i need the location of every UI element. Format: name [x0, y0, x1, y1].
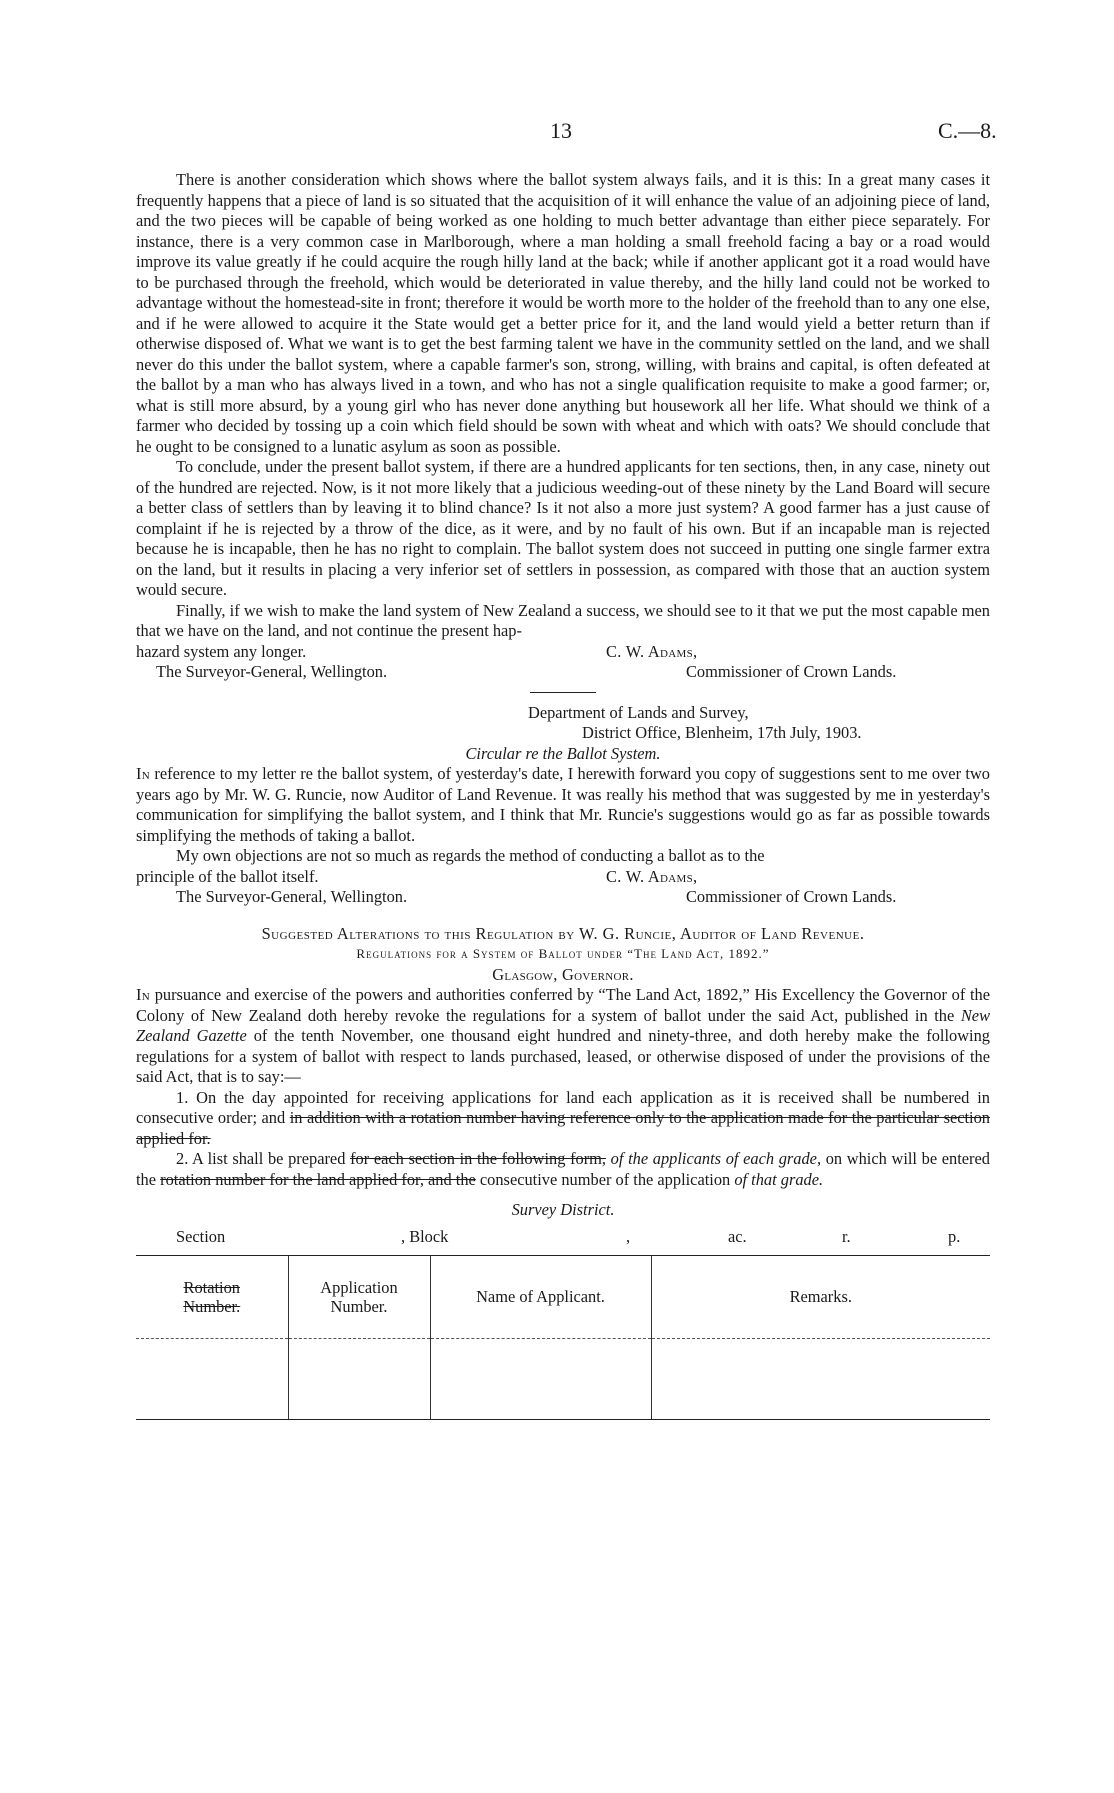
- preamble-opening-word: In: [136, 985, 151, 1004]
- letter2-addressee: The Surveyor-General, Wellington.: [176, 886, 408, 906]
- col-rotation-line-1: Rotation: [183, 1277, 240, 1297]
- table-header-row: [136, 1255, 990, 1338]
- form-section-label: Section: [176, 1226, 226, 1246]
- letter2-opening-word: In: [136, 764, 151, 783]
- table-row: [136, 1338, 990, 1419]
- col-rotation-line-2: Number.: [183, 1296, 241, 1316]
- letter2-closing-line: principle of the ballot itself.: [136, 866, 319, 886]
- preamble-text-a: pursuance and exercise of the powers and authorities conferred by “The Land Act, 1892,” His Excellency the Governor of the Colony of New Zealand doth hereby revoke the regulations for a system of ballot under the said Act, published in the: [136, 985, 990, 1025]
- col-rotation-number: [136, 1255, 288, 1338]
- clause-2-text-b: on which will be entered the: [136, 1149, 990, 1189]
- dept-line-1: Department of Lands and Survey,: [528, 702, 749, 722]
- page-number: 13: [550, 118, 572, 143]
- letter1-addressee: The Surveyor-General, Wellington.: [156, 661, 388, 681]
- clause-2-italic-1: of the applicants of each grade,: [606, 1149, 822, 1168]
- form-title-text: Survey District.: [511, 1200, 615, 1219]
- col-application-line-2: Number.: [330, 1296, 388, 1316]
- letter1-paragraph-1: There is another consideration which shows where the ballot system always fails, and it is this: In a great many cases it frequently happens that a piece of land is so situated that the acquisition of it will enhance the value of an adjoining piece of land, and the two pieces will be capable of being worked as one holding to much better advantage than either piece separately. For instance, there is a very common case in Marlborough, where a man holding a small freehold facing a bay or a road would improve its value greatly if he could acquire the rough hilly land at the back; while if another applicant got it a road would have to be purchased through the freehold, which would be deteriorated in value thereby, and the hilly land could not be worked to advantage without the homestead-site in front; therefore it would be worth more to the holder of the freehold than to any one else, and if he were allowed to acquire it the State would get a better price for it, and the land would yield a better return than if otherwise disposed of. What we want is to get the best farming talent we have in the community settled on the land, and we shall never do this under the ballot system, where a capable farmer's son, strong, willing, with brains and capital, is often defeated at the ballot by a man who has always lived in a town, and who has not a single qualification requisite to make a good farmer; or, what is still more absurd, by a young girl who has never done anything but housework all her life. What should we think of a farmer who decided by tossing up a coin which field should be sown with wheat and which with oats? We should conclude that he ought to be consigned to a lunatic asylum as soon as possible.: [136, 170, 990, 456]
- letter2-paragraph-2: My own objections are not so much as regards the method of conducting a ballot as to the: [176, 846, 765, 865]
- clause-2-struck-text-2: rotation number for the land applied for, and the: [160, 1169, 476, 1189]
- section-divider: [530, 692, 596, 693]
- form-acres-label: ac.: [728, 1226, 747, 1246]
- letter2-paragraph-1: [136, 764, 990, 846]
- governor-line: Glasgow, Governor.: [492, 964, 634, 984]
- clause-1-text: 1. On the day appointed for receiving applications for land each application as it is received shall be numbered in consecutive order; and: [136, 1087, 990, 1127]
- letter2-signature-block: [136, 867, 990, 908]
- clause-1: [136, 1088, 990, 1150]
- clause-1-struck-text: in addition with a rotation number having reference only to the application made for the particular section applied for.: [136, 1108, 990, 1148]
- letter1-paragraph-2: To conclude, under the present ballot system, if there are a hundred applicants for ten sections, then, in any case, ninety out of the hundred are rejected. Now, is it not more likely that a judicious weeding-out of these ninety by the Land Board will secure a better class of settlers than by leaving it to blind chance? Is it not also a more just system? A good farmer has a just cause of complaint if he is rejected by a throw of the dice, as it were, and by no fault of his own. But if an incapable man is rejected because he is incapable, then he has no right to complain. The ballot system does not succeed in putting one single farmer extra on the land, but it results in placing a very inferior set of settlers in possession, as compared with those that an auction system would secure.: [136, 457, 990, 599]
- clause-2-text-c: consecutive number of the application: [475, 1169, 735, 1189]
- col-name-of-applicant: Name of Applicant.: [430, 1255, 651, 1338]
- letter1-paragraph-3: Finally, if we wish to make the land system of New Zealand a success, we should see to it that we put the most capable men that we have on the land, and not continue the present hap-: [136, 600, 990, 640]
- circular-heading: [136, 744, 990, 765]
- regulation-subheading: Regulations for a System of Ballot under “The Land Act, 1892.”: [356, 946, 770, 961]
- form-comma: ,: [626, 1226, 631, 1246]
- clause-2: [136, 1149, 990, 1190]
- letter1-signature: C. W. Adams,: [606, 641, 698, 661]
- letter2-signature: C. W. Adams,: [606, 866, 698, 886]
- table-cell: [651, 1338, 990, 1419]
- letter1-signature-block: [136, 642, 990, 683]
- form-title: [136, 1200, 990, 1221]
- col-application-line-1: Application: [320, 1277, 398, 1297]
- regulation-section: [136, 924, 990, 1191]
- preamble-text-b: of the tenth November, one thousand eight hundred and ninety-three, and doth hereby make the following regulations for a system of ballot with respect to lands purchased, leased, or otherwise disposed of under the provisions of the said Act, that is to say:—: [136, 1026, 990, 1086]
- clause-2-struck-text-1: for each section in the following form,: [350, 1149, 607, 1168]
- document-reference: C.—8.: [938, 118, 997, 143]
- gazette-name: New Zealand Gazette: [136, 1005, 990, 1045]
- circular-subject: re the Ballot System.: [525, 743, 661, 763]
- letter1-signer-title: Commissioner of Crown Lands.: [686, 661, 897, 681]
- col-remarks: Remarks.: [651, 1255, 990, 1338]
- table-cell: [136, 1338, 288, 1419]
- form-perches-label: p.: [948, 1226, 961, 1246]
- clause-2-text-a: 2. A list shall be prepared: [176, 1149, 351, 1168]
- letter-two: [136, 703, 990, 908]
- regulation-heading: Suggested Alterations to this Regulation by W. G. Runcie, Auditor of Land Revenue.: [261, 923, 865, 943]
- regulation-preamble: [136, 985, 990, 1088]
- letter1-closing-line: hazard system any longer.: [136, 641, 307, 661]
- letter-one: [136, 170, 990, 683]
- letter2-paragraph-1-text: reference to my letter re the ballot system, of yesterday's date, I herewith forward you copy of suggestions sent to me over two years ago by Mr. W. G. Runcie, now Auditor of Land Revenue. It was really his method that was suggested by me in yesterday's communication for simplifying the ballot system, and I think that Mr. Runcie's suggestions would go as far as possible towards simplifying the methods of taking a ballot.: [136, 764, 990, 845]
- letter2-signer-title: Commissioner of Crown Lands.: [686, 886, 897, 906]
- table-cell: [288, 1338, 430, 1419]
- document-body: [136, 170, 990, 1420]
- form-block-label: , Block: [401, 1226, 449, 1246]
- col-application-number: [288, 1255, 430, 1338]
- table-cell: [430, 1338, 651, 1419]
- ballot-table: [136, 1255, 990, 1420]
- dept-line-2: District Office, Blenheim, 17th July, 1903.: [582, 723, 862, 742]
- form-header-line: [136, 1225, 990, 1251]
- clause-2-italic-2: of that grade.: [734, 1169, 824, 1189]
- form-roods-label: r.: [842, 1226, 851, 1246]
- page-header: [0, 118, 1114, 148]
- circular-word: Circular: [465, 743, 522, 763]
- ballot-form: [136, 1200, 990, 1420]
